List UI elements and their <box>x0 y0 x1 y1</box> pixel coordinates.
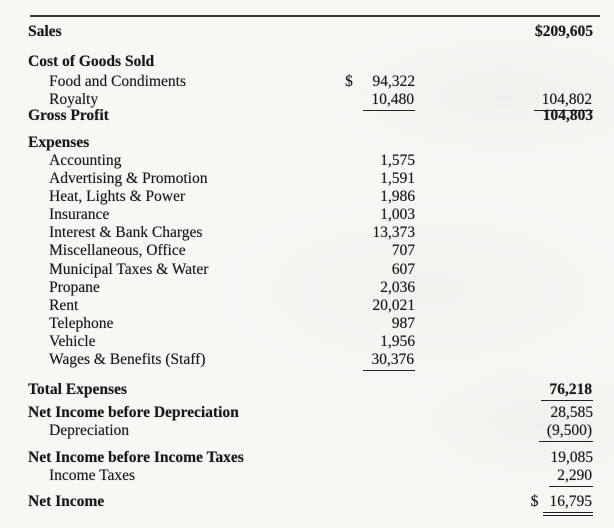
row-label: Insurance <box>49 206 110 223</box>
row-label: Interest & Bank Charges <box>49 224 203 241</box>
row-accounting <box>0 152 614 170</box>
row-vehicle <box>0 333 614 351</box>
subtotal-amount: $ 94,322 <box>345 73 415 90</box>
row-insurance <box>0 206 614 224</box>
row-telephone <box>0 315 614 333</box>
row-net-income-before-depreciation <box>0 404 614 422</box>
total-amount: $ 16,795 <box>478 493 593 516</box>
row-net-income <box>0 493 614 511</box>
subtotal-amount: 30,376 <box>345 351 415 371</box>
total-amount: 2,290 <box>478 467 593 487</box>
row-food-and-condiments <box>0 73 614 91</box>
row-label: Heat, Lights & Power <box>49 188 186 205</box>
row-miscellaneous-office <box>0 242 614 260</box>
subtotal-amount: 10,480 <box>345 91 415 111</box>
subtotal-amount: 1,591 <box>380 170 415 187</box>
total-amount: 76,218 <box>478 381 593 401</box>
row-label: Expenses <box>28 134 90 151</box>
row-label: Net Income before Income Taxes <box>28 449 244 466</box>
row-label: Accounting <box>49 152 122 169</box>
row-municipal-taxes-water <box>0 261 614 279</box>
row-rent <box>0 297 614 315</box>
row-label: Wages & Benefits (Staff) <box>49 351 206 368</box>
total-amount: (9,500) <box>478 422 593 442</box>
currency-symbol: $ <box>345 73 353 90</box>
row-label: Propane <box>49 279 100 296</box>
total-amount: 104,802 <box>478 91 593 111</box>
row-label: Rent <box>49 297 79 314</box>
total-amount: 19,085 <box>550 449 593 466</box>
row-label: Sales <box>28 23 62 40</box>
row-income-taxes <box>0 467 614 485</box>
subtotal-amount: 1,986 <box>380 188 415 205</box>
row-wages-benefits-staff <box>0 351 614 369</box>
row-gross-profit <box>0 107 614 125</box>
total-amount: 104,803 <box>542 107 593 124</box>
row-label: Net Income <box>28 493 105 510</box>
row-label: Vehicle <box>49 333 96 350</box>
row-label: Royalty <box>49 91 99 108</box>
row-cogs-header <box>0 53 614 71</box>
subtotal-amount: 607 <box>391 261 415 278</box>
row-net-income-before-income-taxes <box>0 449 614 467</box>
total-amount: 28,585 <box>550 404 593 421</box>
row-label: Telephone <box>49 315 114 332</box>
subtotal-amount: 1,956 <box>380 333 415 350</box>
subtotal-amount: 1,575 <box>380 152 415 169</box>
currency-symbol: $ <box>530 493 539 510</box>
row-sales <box>0 23 614 41</box>
row-label: Net Income before Depreciation <box>28 404 239 421</box>
row-interest-bank-charges <box>0 224 614 242</box>
row-heat-lights-power <box>0 188 614 206</box>
subtotal-amount: 2,036 <box>380 279 415 296</box>
row-advertising-promotion <box>0 170 614 188</box>
row-label: Cost of Goods Sold <box>28 53 155 70</box>
row-label: Depreciation <box>49 422 130 439</box>
row-label: Income Taxes <box>49 467 135 484</box>
row-expenses-header <box>0 134 614 152</box>
row-depreciation <box>0 422 614 440</box>
row-label: Total Expenses <box>28 381 127 398</box>
subtotal-amount: 707 <box>391 242 415 259</box>
subtotal-amount: 13,373 <box>372 224 415 241</box>
row-propane <box>0 279 614 297</box>
subtotal-amount: 1,003 <box>380 206 415 223</box>
subtotal-amount: 20,021 <box>372 297 415 314</box>
row-label: Food and Condiments <box>49 73 186 90</box>
row-label: Gross Profit <box>28 107 109 124</box>
row-label: Advertising & Promotion <box>49 170 208 187</box>
row-label: Municipal Taxes & Water <box>49 261 209 278</box>
total-amount: $209,605 <box>534 23 593 40</box>
top-rule <box>30 15 600 17</box>
subtotal-amount: 987 <box>391 315 415 332</box>
row-label: Miscellaneous, Office <box>49 242 186 259</box>
row-total-expenses <box>0 381 614 399</box>
